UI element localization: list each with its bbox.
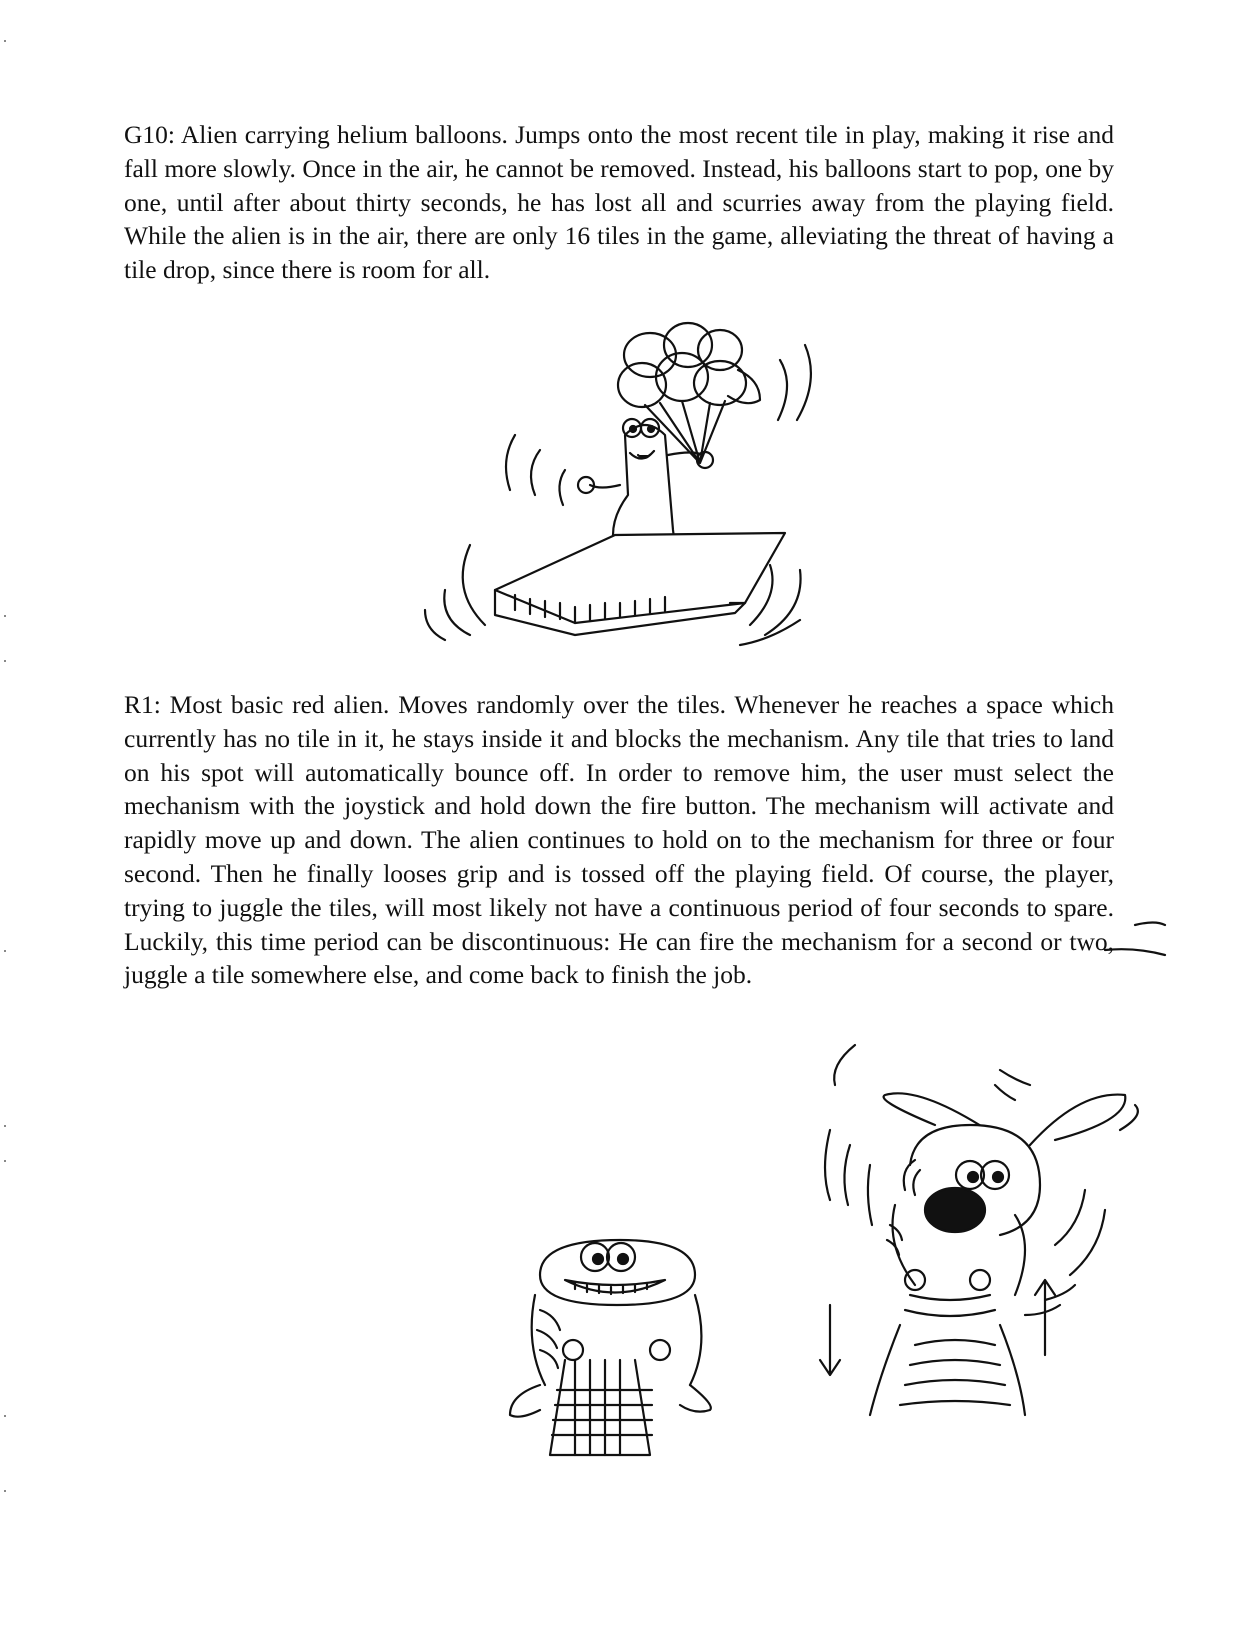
scan-speck — [4, 1415, 6, 1417]
scan-speck — [4, 40, 6, 42]
scan-speck — [4, 1125, 6, 1127]
scan-speck — [4, 950, 6, 952]
red-alien-bouncing-mechanism-illustration — [815, 1045, 1215, 1465]
scan-speck — [4, 1490, 6, 1492]
red-alien-in-mechanism-illustration — [495, 1235, 745, 1465]
scan-speck — [4, 660, 6, 662]
scan-speck — [4, 615, 6, 617]
balloon-alien-on-tile-illustration — [420, 315, 840, 685]
r1-description: R1: Most basic red alien. Moves randomly over the tiles. Whenever he reaches a space which currently has no tile in it, he stays inside it and blocks the mechanism. Any tile that tries to land on his spot will automatically bounce off. In order to remove him, the user must select the mechanism with the joystick and hold down the fire button. The mechanism will activate and rapidly move up and down. The alien continues to hold on to the mechanism for three or four second. Then he finally looses grip and is tossed off the playing field. Of course, the player, trying to juggle the tiles, will most likely not have a continuous period of four seconds to spare. Luckily, this time period can be discontinuous: He can fire the mechanism for a second or two, juggle a tile somewhere else, and come back to finish the job. — [124, 690, 1114, 990]
g10-description: G10: Alien carrying helium balloons. Jumps onto the most recent tile in play, making it rise and fall more slowly. Once in the air, he cannot be removed. Instead, his balloons start to pop, one by one, until after about thirty seconds, he has lost all and scurries away from the playing field. While the alien is in the air, there are only 16 tiles in the game, alleviating the threat of having a tile drop, since there is room for all. — [124, 120, 1114, 285]
scan-speck — [4, 1160, 6, 1162]
